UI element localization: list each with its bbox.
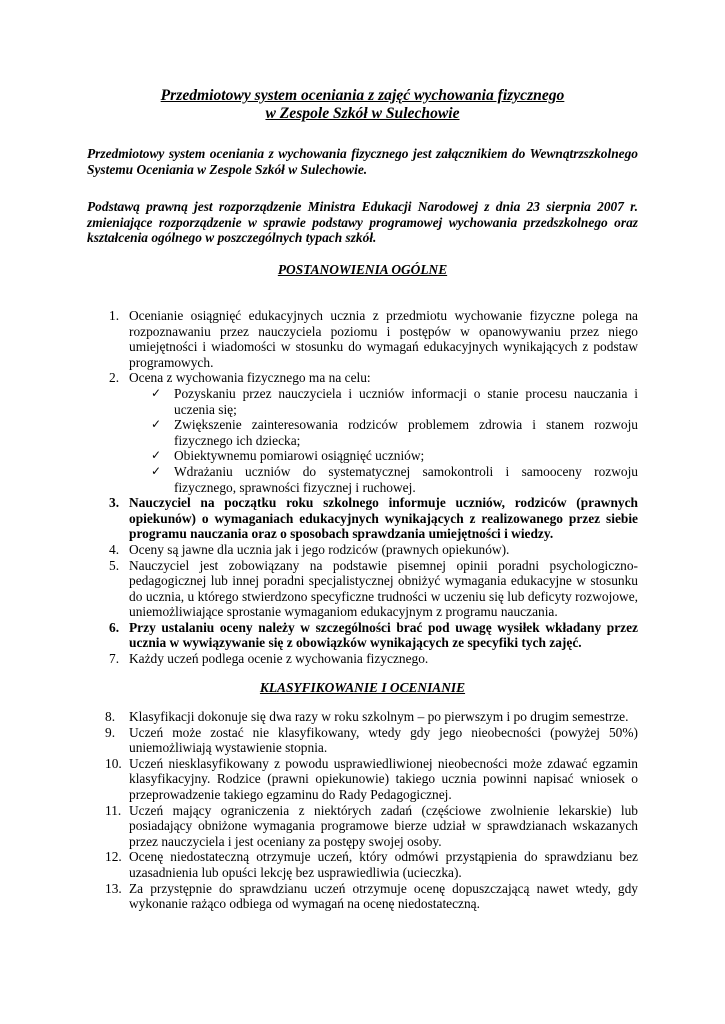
item-text: Ocenę niedostateczną otrzymuje uczeń, który odmówi przystąpienia do sprawdzianu bez uzasadnienia lub opuści lekcję bez usprawiedliwia (ucieczka). <box>129 849 638 880</box>
classification-list <box>87 709 638 912</box>
intro-paragraph-2: Podstawą prawną jest rozporządzenie Ministra Edukacji Narodowej z dnia 23 sierpnia 2007 r. zmieniające rozporządzenie w sprawie podstawy programowej wychowania przedszkolnego oraz kształcenia ogólnego w poszczególnych typach szkół. <box>87 199 638 246</box>
intro-paragraph-1: Przedmiotowy system oceniania z wychowania fizycznego jest załącznikiem do Wewnątrzszkolnego Systemu Oceniania w Zespole Szkół w Sulechowie. <box>87 146 638 177</box>
item-text: Uczeń mający ograniczenia z niektórych zadań (częściowe zwolnienie lekarskie) lub posiadający obniżone wymagania programowe bierze udział w sprawdzianach wskazanych przez nauczyciela i jest oceniany za postępy swojej osoby. <box>129 802 638 849</box>
checklist-item <box>129 448 638 464</box>
item-number: 2. <box>109 370 120 386</box>
item-number: 10. <box>105 755 122 771</box>
item-number: 6. <box>109 619 120 635</box>
checklist-item <box>129 417 638 448</box>
checklist-text: Wdrażaniu uczniów do systematycznej samokontroli i samooceny rozwoju fizycznego, sprawności fizycznej i ruchowej. <box>174 463 638 495</box>
general-provisions-list <box>87 308 638 667</box>
item-number: 9. <box>105 724 116 740</box>
item-number: 12. <box>105 849 122 865</box>
list-item <box>87 756 638 803</box>
list-item <box>87 308 638 370</box>
item-number: 5. <box>109 557 120 573</box>
list-item <box>87 542 638 558</box>
item-number: 7. <box>109 651 120 667</box>
item-text: Każdy uczeń podlega ocenie z wychowania fizycznego. <box>129 651 429 667</box>
item-text: Klasyfikacji dokonuje się dwa razy w roku szkolnym – po pierwszym i po drugim semestrze. <box>129 709 629 724</box>
list-item <box>87 709 638 725</box>
item-text: Uczeń niesklasyfikowany z powodu usprawiedliwionej nieobecności może zdawać egzamin klasyfikacyjny. Rodzice (prawni opiekunowie) takiego ucznia powinni napisać wniosek o przeprowadzenie takiego egzaminu do Rady Pedagogicznej. <box>129 755 638 802</box>
item-number: 3. <box>109 495 120 511</box>
item-text: Ocena z wychowania fizycznego ma na celu: <box>129 370 371 386</box>
list-item <box>87 370 638 495</box>
checkmark-icon: ✓ <box>151 385 162 400</box>
list-item <box>87 558 638 620</box>
item-text: Nauczyciel na początku roku szkolnego informuje uczniów, rodziców (prawnych opiekunów) o wymaganiach edukacyjnych wynikających z realizowanego przez siebie programu nauczania oraz o sposobach sprawdzania umiejętności i wiedzy. <box>129 495 638 542</box>
title-line-2: w Zespole Szkół w Sulechowie <box>265 105 460 122</box>
item-text: Uczeń może zostać nie klasyfikowany, wtedy gdy jego nieobecności (powyżej 50%) uniemożliwiają wystawienie stopnia. <box>129 724 638 756</box>
item-text: Oceny są jawne dla ucznia jak i jego rodziców (prawnych opiekunów). <box>129 541 510 557</box>
item-text: Za przystępnie do sprawdzianu uczeń otrzymuje ocenę dopuszczającą nawet wtedy, gdy wykonanie rażąco odbiega od wymagań na ocenę niedostateczną. <box>129 880 638 912</box>
item-text: Przy ustalaniu oceny należy w szczególności brać pod uwagę wysiłek wkładany przez ucznia w wywiązywanie się z obowiązków wynikających ze specyfiki tych zajęć. <box>129 619 638 651</box>
list-item <box>87 495 638 542</box>
item-number: 13. <box>105 880 122 896</box>
checkmark-icon: ✓ <box>151 463 162 478</box>
checklist-text: Pozyskaniu przez nauczyciela i uczniów informacji o stanie procesu nauczania i uczenia się; <box>174 385 638 417</box>
list-item <box>87 651 638 667</box>
goals-checklist <box>129 386 638 495</box>
checklist-text: Obiektywnemu pomiarowi osiągnięć uczniów; <box>174 448 425 464</box>
list-item <box>87 881 638 912</box>
checklist-item <box>129 386 638 417</box>
list-item <box>87 849 638 880</box>
document-title <box>80 87 645 123</box>
checkmark-icon: ✓ <box>151 417 162 432</box>
item-text: Nauczyciel jest zobowiązany na podstawie pisemnej opinii poradni psychologiczno-pedagogicznej lub innej poradni specjalistycznej obniżyć wymagania edukacyjne w stosunku do ucznia, u którego stwierdzono specyficzne trudności w uczeniu się lub deficyty rozwojowe, uniemożliwiające sprostanie wymaganiom edukacyjnym z programu nauczania. <box>129 557 638 620</box>
item-number: 1. <box>109 308 120 323</box>
list-item <box>87 803 638 850</box>
item-number: 4. <box>109 541 120 557</box>
checkmark-icon: ✓ <box>151 448 162 463</box>
section-heading-classification: KLASYFIKOWANIE I OCENIANIE <box>259 680 466 695</box>
item-number: 11. <box>105 802 122 818</box>
section-heading-general: POSTANOWIENIA OGÓLNE <box>277 262 448 277</box>
title-line-1: Przedmiotowy system oceniania z zajęć wychowania fizycznego <box>160 87 565 104</box>
checklist-text: Zwiększenie zainteresowania rodziców problemem zdrowia i stanem rozwoju fizycznego ich dziecka; <box>174 417 638 448</box>
checklist-item <box>129 464 638 495</box>
item-number: 8. <box>105 709 116 724</box>
list-item <box>87 620 638 651</box>
list-item <box>87 725 638 756</box>
item-text: Ocenianie osiągnięć edukacyjnych ucznia z przedmiotu wychowanie fizyczne polega na rozpoznawaniu przez nauczyciela poziomu i postępów w opanowywaniu przez niego umiejętności i wiadomości w stosunku do wymagań edukacyjnych wynikających z podstaw programowych. <box>129 308 638 370</box>
